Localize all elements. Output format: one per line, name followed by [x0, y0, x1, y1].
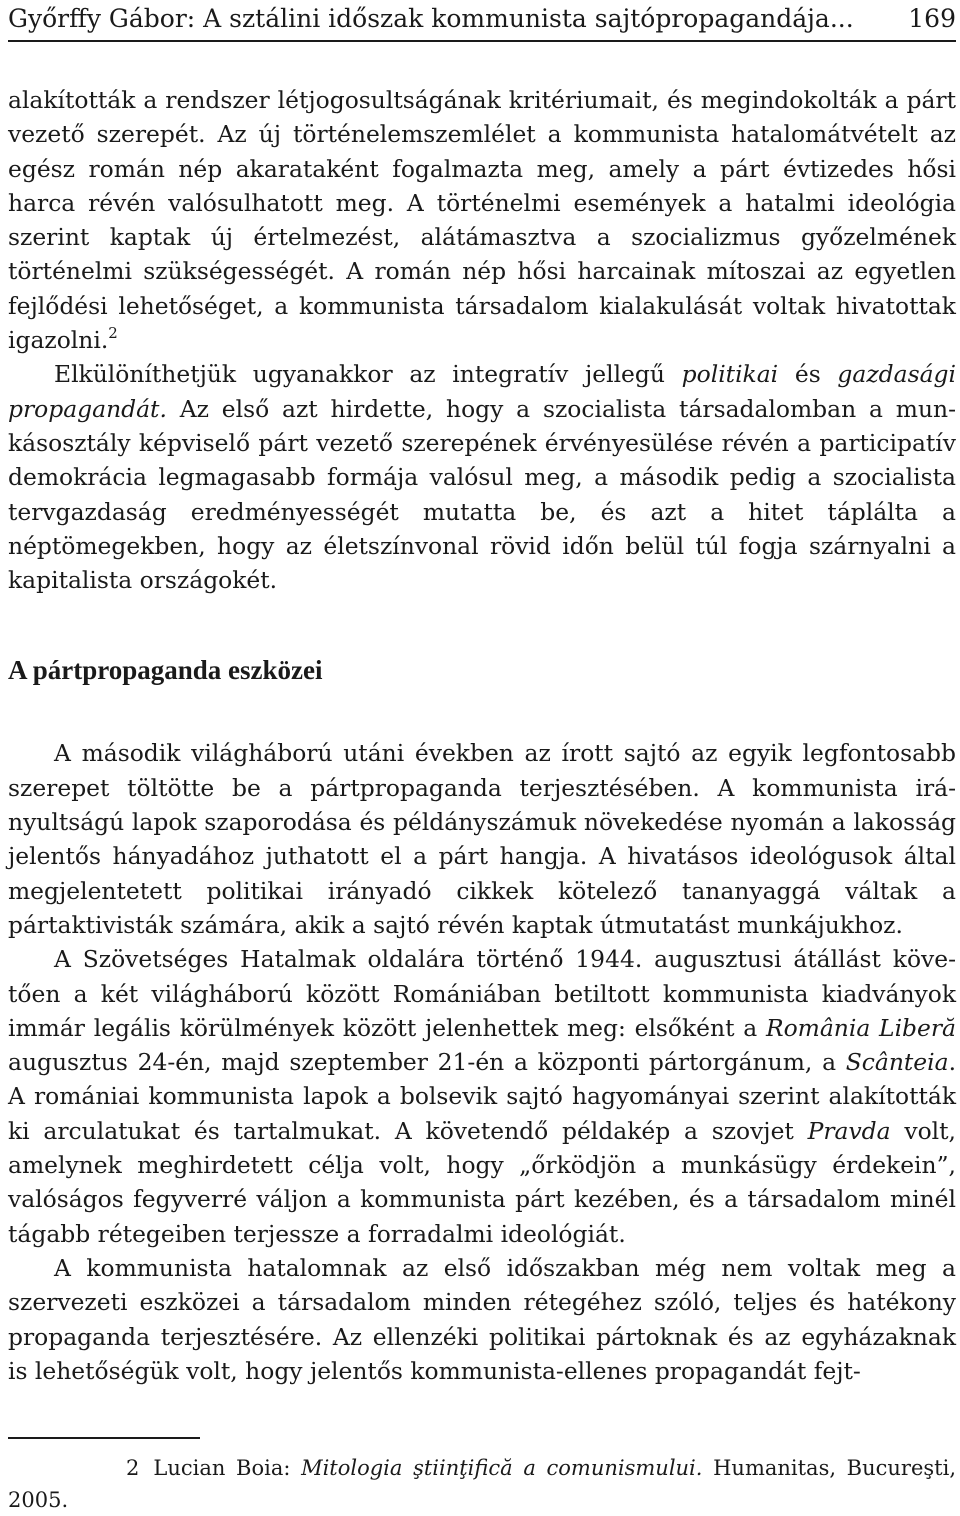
- paragraph-3-text: A második világháború utáni években az írott sajtó az egyik legfontosabb szerepet töltötte be a pártpropaganda terjesztésében. A kommunista irányultságú lapok szaporodása és példányszámuk növekedése nyomán a lakosság jelentős hányadához juthatott el a párt hangja. A hivatásos ideológusok által megjelentetett politikai irányadó cikkek kötelező tananyaggá váltak a pártaktivisták számára, akik a sajtó révén kaptak útmutatást munkájukhoz.: [8, 739, 956, 939]
- paragraph-4: [8, 942, 956, 1251]
- paragraph-1: [8, 83, 956, 357]
- paragraph-1-text: alakították a rendszer létjogosultságának kritériumait, és megindokolták a párt vezető szerepét. Az új történelemszemlélet a kommunista hatalomátvételt az egész román nép akarataként fogalmazta meg, amely a párt évtizedes hősi harca révén valósulhatott meg. A történelmi események a hatalmi ideológia szerint kaptak új értelmezést, alátámasztva a szocializmus győzelmének történelmi szükségességét. A román nép hősi harcainak mítoszai az egyetlen fejlődési lehetőséget, a kommunista társadalom kialakulását voltak hivatottak igazolni.: [8, 86, 956, 355]
- running-head: [8, 2, 956, 42]
- newspaper-title-romania-libera: România Liberă: [765, 1013, 956, 1042]
- footnote-author: Lucian Boia:: [153, 1456, 302, 1480]
- newspaper-title-pravda: Pravda: [807, 1116, 891, 1145]
- footnote-book-title: Mitologia ştiinţifică a comunismului.: [301, 1456, 703, 1480]
- paragraph-4-text-b: augusztus 24-én, majd szeptember 21-én a központi pártorgánum, a: [8, 1048, 846, 1077]
- paragraph-5: [8, 1251, 956, 1388]
- footnote-number: 2: [126, 1456, 140, 1480]
- paragraph-2-emphasis-gazdasagi: gazdasági propagandát.: [8, 360, 956, 423]
- paragraph-2-text-c: Az első azt hirdette, hogy a szocialista társadalomban a munkásosztály képviselő párt vezető szerepének érvényesülése révén a participatív demokrácia legmagasabb formája valósul meg, a második pedig a szocialista tervgazdaság eredményességét mutatta be, és azt a hitet táplálta a néptömegekben, hogy az életszínvonal rövid időn belül túl fogja szárnyalni a kapitalista országokét.: [8, 394, 956, 595]
- paragraph-2-emphasis-politikai: politikai: [681, 360, 779, 389]
- page-number: 169: [908, 4, 956, 33]
- paragraph-3: [8, 736, 956, 942]
- footnote-publication: Humanitas, Bucureşti, 2005.: [8, 1456, 957, 1512]
- section-heading: A pártpropaganda eszközei: [8, 655, 323, 686]
- running-head-title: Győrffy Gábor: A sztálini időszak kommunista sajtópropagandája...: [8, 4, 854, 33]
- newspaper-title-scanteia: Scânteia: [845, 1048, 949, 1077]
- paragraph-2: [8, 357, 956, 597]
- body-text: [8, 83, 956, 1388]
- paragraph-5-text: A kommunista hatalomnak az első időszakban még nem voltak meg a szervezeti eszközei a társadalom minden rétegéhez szóló, teljes és hatékony propaganda terjesztésére. Az ellenzéki politikai pártoknak és az egyházaknak is lehetőségük volt, hogy jelentős kommunista-ellenes propagandát fejt-: [8, 1253, 956, 1385]
- footnote-divider: [8, 1437, 200, 1439]
- paragraph-2-text-b: és: [778, 360, 838, 389]
- paragraph-2-text-a: Elkülöníthetjük ugyanakkor az integratív jellegű: [54, 360, 682, 389]
- footnote-reference[interactable]: 2: [108, 324, 118, 343]
- paragraph-4-text-c: . A romániai kommunista lapok a bolsevik sajtó hagyományai szerint alakították ki arculatukat és tartalmukat. A követendő példakép a szovjet: [8, 1048, 956, 1145]
- paragraph-4-text-d: volt, amelynek meghirdetett célja volt, hogy „őrködjön a munkásügy érdekein”, valóságos fegyverré váljon a kommunista párt kezében, és a társadalom minél tágabb rétegeiben terjessze a forradalmi ideológiát.: [8, 1116, 956, 1248]
- paragraph-4-text-a: A Szövetséges Hatalmak oldalára történő 1944. augusztusi átállást követően a két világháború között Romániában betiltott kommunista kiadványok immár legális körülmények között jelenhettek meg: elsőként a: [8, 945, 956, 1042]
- book-page: [8, 0, 957, 1512]
